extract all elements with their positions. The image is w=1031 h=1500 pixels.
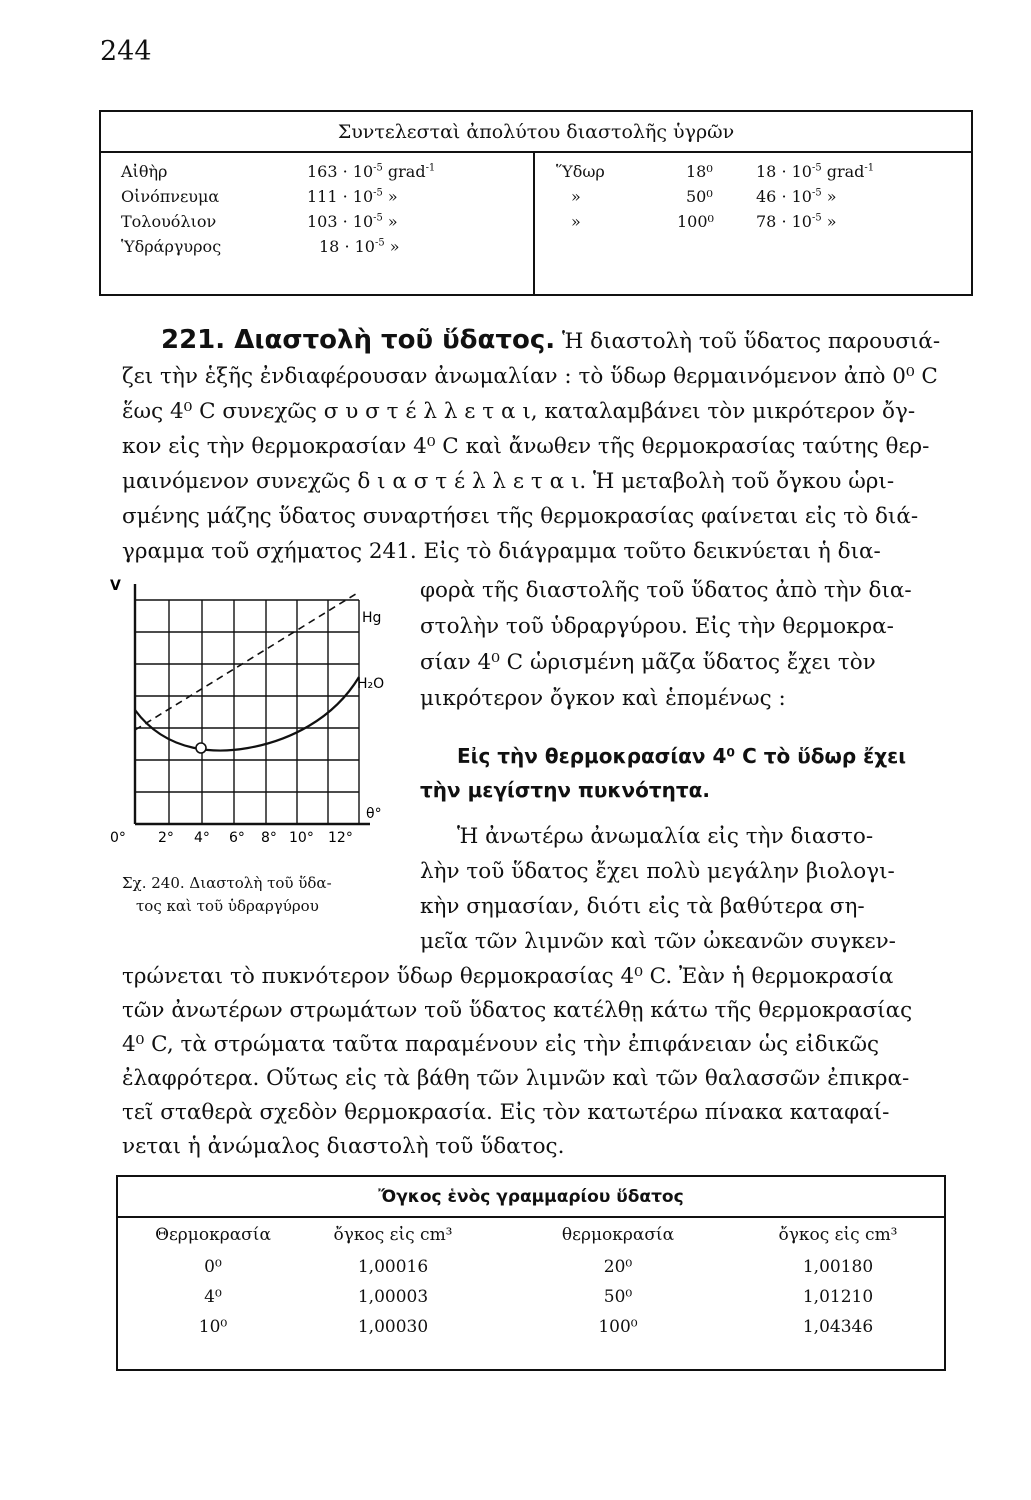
- table-cell: 1,04346: [802, 1317, 874, 1337]
- table-cell: 1,00016: [357, 1257, 429, 1277]
- caption-line: τος καὶ τοῦ ὑδραργύρου: [136, 897, 319, 915]
- table-cell: 0⁰: [204, 1257, 222, 1277]
- liquid-name: Ὕδωρ: [556, 162, 605, 181]
- figure-caption: [122, 872, 332, 918]
- section-heading: 221. Διαστολὴ τοῦ ὕδατος.: [161, 325, 556, 355]
- paragraph-line: κον εἰς τὴν θερμοκρασίαν 4⁰ C καὶ ἄνωθεν τῆς θερμοκρασίας ταύτης θερ-: [122, 434, 930, 459]
- y-axis-label: V: [110, 578, 121, 594]
- table-cell: 1,00180: [802, 1257, 874, 1277]
- ditto-mark: »: [571, 187, 581, 206]
- coefficient-value: $78 \cdot 10^{-5}$ »: [756, 212, 837, 231]
- diagram-grid: [135, 600, 359, 824]
- expansion-diagram: [108, 570, 408, 850]
- paragraph-line: σμένης μάζης ὕδατος συναρτήσει τῆς θερμοκρασίας φαίνεται εἰς τὸ διά-: [122, 504, 919, 529]
- section-first-line: [161, 325, 940, 357]
- temperature-value: 50⁰: [686, 187, 713, 206]
- paragraph-line: ἕως 4⁰ C συνεχῶς σ υ σ τ έ λ λ ε τ α ι, καταλαμβάνει τὸν μικρότερον ὄγ-: [122, 399, 916, 424]
- paragraph-line: σίαν 4⁰ C ὡρισμένη μᾶζα ὕδατος ἔχει τὸν: [420, 650, 876, 675]
- column-header: Θερμοκρασία: [155, 1225, 271, 1245]
- table-divider: [533, 151, 535, 294]
- x-axis-label: θ°: [366, 806, 382, 822]
- table-cell: 4⁰: [204, 1287, 222, 1307]
- x-tick-label: 6°: [229, 830, 245, 846]
- water-volume-table: [116, 1175, 946, 1371]
- column-header: ὄγκος εἰς cm³: [778, 1225, 898, 1245]
- paragraph-line: 4⁰ C, τὰ στρώματα ταῦτα παραμένουν εἰς τὴν ἐπιφάνειαν ὡς εἰδικῶς: [122, 1032, 880, 1057]
- x-tick-label: 0°: [110, 830, 126, 846]
- table-cell: 10⁰: [198, 1317, 228, 1337]
- water-label: H₂O: [357, 676, 385, 692]
- column-header: ὄγκος εἰς cm³: [333, 1225, 453, 1245]
- paragraph-line: μεῖα τῶν λιμνῶν καὶ τῶν ὠκεανῶν συγκεν-: [420, 929, 896, 954]
- table-cell: 1,01210: [802, 1287, 874, 1307]
- expansion-coefficients-table: [99, 110, 973, 296]
- liquid-name: Οἰνόπνευμα: [121, 187, 220, 206]
- coefficient-value: $46 \cdot 10^{-5}$ »: [756, 187, 837, 206]
- coefficient-value: $18 \cdot 10^{-5}$ grad$^{-1}$: [756, 162, 875, 181]
- table-cell: 1,00030: [357, 1317, 429, 1337]
- emphasis-line: Εἰς τὴν θερμοκρασίαν 4⁰ C τὸ ὕδωρ ἔχει: [457, 744, 907, 768]
- paragraph-line: Ἡ ἀνωτέρω ἀνωμαλία εἰς τὴν διαστο-: [457, 824, 874, 849]
- caption-line: Σχ. 240. Διαστολὴ τοῦ ὕδα-: [122, 874, 332, 892]
- paragraph-line: γραμμα τοῦ σχήματος 241. Εἰς τὸ διάγραμμα τοῦτο δεικνύεται ἡ δια-: [122, 539, 881, 564]
- table-cell: 1,00003: [357, 1287, 429, 1307]
- x-tick-label: 12°: [328, 830, 353, 846]
- temperature-value: 18⁰: [686, 162, 713, 181]
- coefficient-value: $111 \cdot 10^{-5}$ »: [307, 187, 398, 206]
- x-tick-label: 8°: [261, 830, 277, 846]
- paragraph-line: φορὰ τῆς διαστολῆς τοῦ ὕδατος ἀπὸ τὴν δια-: [420, 578, 912, 603]
- paragraph-line: τεῖ σταθερὰ σχεδὸν θερμοκρασία. Εἰς τὸν κατωτέρω πίνακα καταφαί-: [122, 1100, 890, 1125]
- x-tick-label: 2°: [158, 830, 174, 846]
- liquid-name: Τολουόλιον: [121, 212, 217, 231]
- coefficient-value: $18 \cdot 10^{-5}$ »: [319, 237, 400, 256]
- paragraph-line: κὴν σημασίαν, διότι εἰς τὰ βαθύτερα ση-: [420, 894, 865, 919]
- page-number: 244: [100, 36, 152, 67]
- table-title: Ὄγκος ἑνὸς γραμμαρίου ὕδατος: [118, 1177, 944, 1218]
- minimum-point: [196, 743, 206, 753]
- paragraph-line: νεται ἡ ἀνώμαλος διαστολὴ τοῦ ὕδατος.: [122, 1134, 565, 1159]
- paragraph-text: Ἡ διαστολὴ τοῦ ὕδατος παρουσιά-: [561, 329, 941, 354]
- emphasis-line: τὴν μεγίστην πυκνότητα.: [420, 778, 711, 802]
- column-header: θερμοκρασία: [561, 1225, 675, 1245]
- table-cell: 20⁰: [603, 1257, 633, 1277]
- paragraph-line: τῶν ἀνωτέρων στρωμάτων τοῦ ὕδατος κατέλθῃ κάτω τῆς θερμοκρασίας: [122, 998, 913, 1023]
- paragraph-line: ἐλαφρότερα. Οὕτως εἰς τὰ βάθη τῶν λιμνῶν καὶ τῶν θαλασσῶν ἐπικρα-: [122, 1066, 910, 1091]
- paragraph-line: στολὴν τοῦ ὑδραργύρου. Εἰς τὴν θερμοκρα-: [420, 614, 894, 639]
- paragraph-line: ζει τὴν ἑξῆς ἐνδιαφέρουσαν ἀνωμαλίαν : τὸ ὕδωρ θερμαινόμενον ἀπὸ 0⁰ C: [122, 364, 938, 389]
- ditto-mark: »: [571, 212, 581, 231]
- table-cell: 50⁰: [603, 1287, 633, 1307]
- paragraph-line: λὴν τοῦ ὕδατος ἔχει πολὺ μεγάλην βιολογι-: [420, 859, 895, 884]
- coefficient-value: $103 \cdot 10^{-5}$ »: [307, 212, 398, 231]
- paragraph-line: μαινόμενον συνεχῶς δ ι α σ τ έ λ λ ε τ α ι. Ἡ μεταβολὴ τοῦ ὄγκου ὡρι-: [122, 469, 895, 494]
- x-tick-label: 10°: [289, 830, 314, 846]
- paragraph-line: τρώνεται τὸ πυκνότερον ὕδωρ θερμοκρασίας 4⁰ C. Ἐὰν ἡ θερμοκρασία: [122, 964, 894, 989]
- table-cell: 100⁰: [598, 1317, 638, 1337]
- x-tick-label: 4°: [194, 830, 210, 846]
- table-title: Συντελεσταὶ ἀπολύτου διαστολῆς ὑγρῶν: [101, 112, 971, 153]
- liquid-name: Ὑδράργυρος: [121, 237, 222, 256]
- mercury-label: Hg: [362, 610, 382, 626]
- temperature-value: 100⁰: [677, 212, 714, 231]
- coefficient-value: $163 \cdot 10^{-5}$ grad$^{-1}$: [307, 162, 436, 181]
- paragraph-line: μικρότερον ὄγκον καὶ ἑπομένως :: [420, 686, 786, 711]
- liquid-name: Αἰθὴρ: [121, 162, 168, 181]
